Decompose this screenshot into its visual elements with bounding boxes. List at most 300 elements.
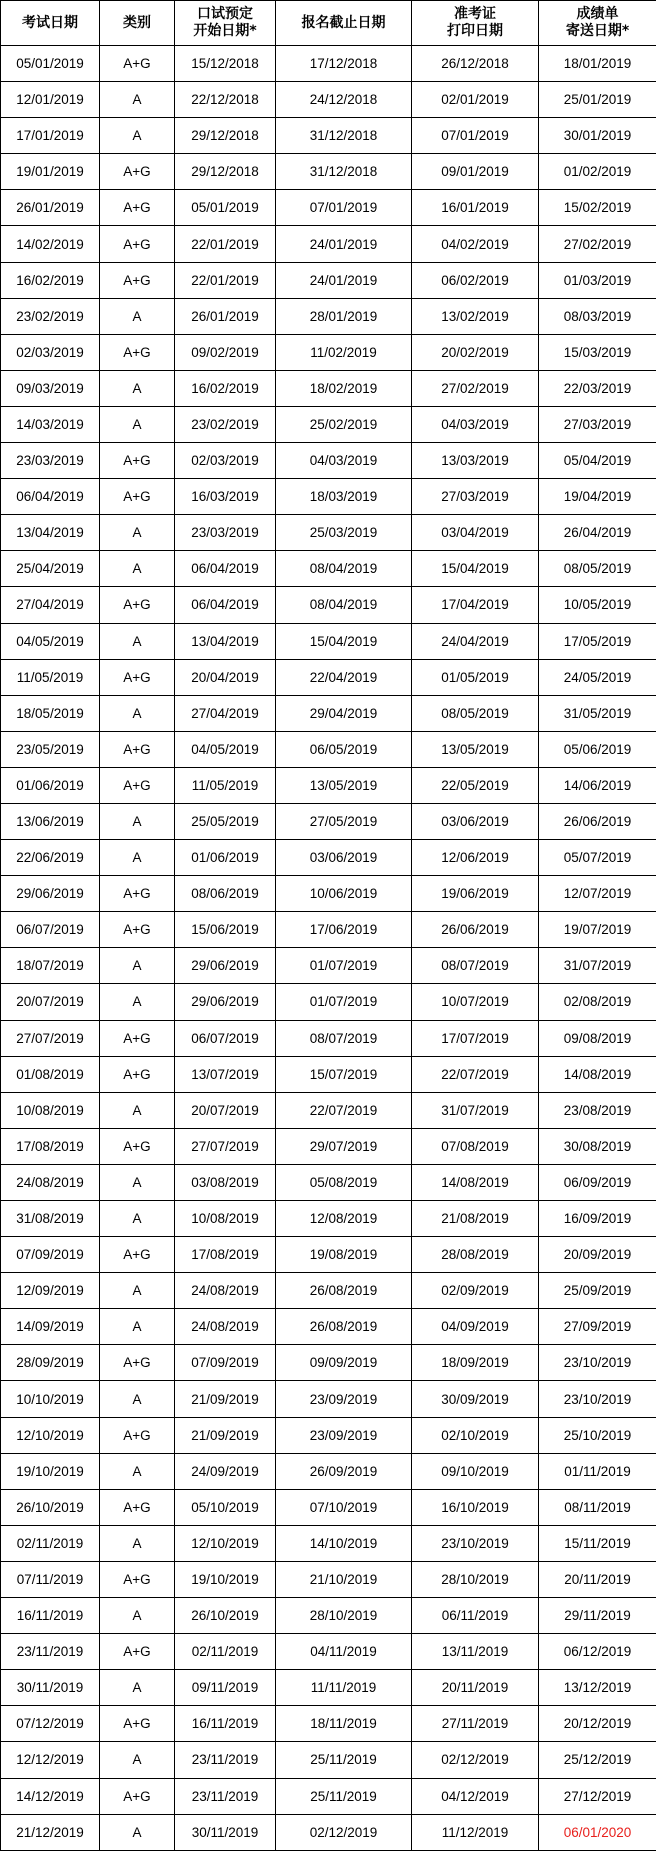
cell-exam-date: 17/08/2019 [1,1128,100,1164]
cell-admission-print: 07/01/2019 [412,118,539,154]
cell-oral-start: 29/12/2018 [175,154,276,190]
cell-result-mail: 09/08/2019 [539,1020,656,1056]
cell-type: A+G [100,190,175,226]
cell-result-mail: 25/10/2019 [539,1417,656,1453]
cell-type: A+G [100,767,175,803]
cell-exam-date: 14/09/2019 [1,1309,100,1345]
cell-exam-date: 01/08/2019 [1,1056,100,1092]
cell-reg-deadline: 07/01/2019 [276,190,412,226]
cell-type: A [100,298,175,334]
cell-type: A [100,1381,175,1417]
cell-admission-print: 20/02/2019 [412,334,539,370]
cell-oral-start: 22/01/2019 [175,262,276,298]
column-header-exam-date [1,1,100,46]
cell-exam-date: 16/11/2019 [1,1598,100,1634]
cell-type: A+G [100,334,175,370]
column-header-text: 报名截止日期 [276,15,411,32]
cell-type: A [100,1092,175,1128]
cell-exam-date: 20/07/2019 [1,984,100,1020]
cell-type: A+G [100,659,175,695]
cell-reg-deadline: 11/11/2019 [276,1670,412,1706]
cell-reg-deadline: 04/11/2019 [276,1634,412,1670]
cell-reg-deadline: 18/11/2019 [276,1706,412,1742]
cell-type: A [100,551,175,587]
cell-type: A [100,1453,175,1489]
cell-type: A [100,406,175,442]
cell-admission-print: 13/11/2019 [412,1634,539,1670]
cell-result-mail: 29/11/2019 [539,1598,656,1634]
cell-admission-print: 27/02/2019 [412,370,539,406]
cell-result-mail: 06/01/2020 [539,1814,656,1850]
cell-admission-print: 27/11/2019 [412,1706,539,1742]
cell-admission-print: 30/09/2019 [412,1381,539,1417]
cell-admission-print: 22/05/2019 [412,767,539,803]
cell-admission-print: 27/03/2019 [412,479,539,515]
cell-type: A+G [100,154,175,190]
cell-type: A [100,984,175,1020]
table-row [1,1814,656,1850]
cell-type: A [100,623,175,659]
cell-type: A [100,840,175,876]
cell-type: A+G [100,1778,175,1814]
cell-oral-start: 29/06/2019 [175,984,276,1020]
table-row [1,1056,656,1092]
cell-result-mail: 23/10/2019 [539,1345,656,1381]
cell-exam-date: 19/01/2019 [1,154,100,190]
cell-result-mail: 08/03/2019 [539,298,656,334]
table-row [1,551,656,587]
cell-oral-start: 12/10/2019 [175,1525,276,1561]
cell-oral-start: 24/08/2019 [175,1309,276,1345]
cell-result-mail: 18/01/2019 [539,46,656,82]
cell-exam-date: 12/12/2019 [1,1742,100,1778]
cell-admission-print: 04/12/2019 [412,1778,539,1814]
cell-admission-print: 02/12/2019 [412,1742,539,1778]
cell-admission-print: 24/04/2019 [412,623,539,659]
cell-admission-print: 28/08/2019 [412,1237,539,1273]
cell-exam-date: 07/09/2019 [1,1237,100,1273]
cell-oral-start: 16/03/2019 [175,479,276,515]
cell-type: A+G [100,1634,175,1670]
cell-exam-date: 12/10/2019 [1,1417,100,1453]
cell-exam-date: 26/01/2019 [1,190,100,226]
cell-type: A+G [100,443,175,479]
cell-type: A+G [100,587,175,623]
cell-exam-date: 16/02/2019 [1,262,100,298]
cell-admission-print: 02/01/2019 [412,82,539,118]
cell-result-mail: 16/09/2019 [539,1201,656,1237]
cell-reg-deadline: 31/12/2018 [276,154,412,190]
cell-reg-deadline: 25/11/2019 [276,1742,412,1778]
cell-oral-start: 13/04/2019 [175,623,276,659]
cell-admission-print: 15/04/2019 [412,551,539,587]
cell-result-mail: 01/11/2019 [539,1453,656,1489]
cell-reg-deadline: 22/07/2019 [276,1092,412,1128]
cell-reg-deadline: 24/01/2019 [276,262,412,298]
cell-reg-deadline: 05/08/2019 [276,1164,412,1200]
cell-type: A [100,370,175,406]
cell-type: A+G [100,1128,175,1164]
cell-result-mail: 19/04/2019 [539,479,656,515]
table-row [1,1525,656,1561]
cell-result-mail: 22/03/2019 [539,370,656,406]
table-row [1,587,656,623]
cell-reg-deadline: 15/07/2019 [276,1056,412,1092]
column-header-admission-print [412,1,539,46]
cell-result-mail: 08/11/2019 [539,1489,656,1525]
cell-oral-start: 26/10/2019 [175,1598,276,1634]
cell-oral-start: 27/07/2019 [175,1128,276,1164]
cell-reg-deadline: 26/08/2019 [276,1273,412,1309]
header-row [1,1,656,46]
cell-exam-date: 30/11/2019 [1,1670,100,1706]
cell-admission-print: 03/04/2019 [412,515,539,551]
cell-admission-print: 17/07/2019 [412,1020,539,1056]
cell-result-mail: 31/07/2019 [539,948,656,984]
cell-reg-deadline: 26/08/2019 [276,1309,412,1345]
cell-oral-start: 07/09/2019 [175,1345,276,1381]
cell-result-mail: 15/03/2019 [539,334,656,370]
cell-result-mail: 01/03/2019 [539,262,656,298]
cell-reg-deadline: 26/09/2019 [276,1453,412,1489]
cell-exam-date: 17/01/2019 [1,118,100,154]
cell-admission-print: 20/11/2019 [412,1670,539,1706]
cell-reg-deadline: 11/02/2019 [276,334,412,370]
table-row [1,479,656,515]
cell-oral-start: 23/03/2019 [175,515,276,551]
cell-type: A+G [100,226,175,262]
cell-reg-deadline: 01/07/2019 [276,984,412,1020]
cell-exam-date: 21/12/2019 [1,1814,100,1850]
cell-exam-date: 23/03/2019 [1,443,100,479]
cell-type: A [100,515,175,551]
cell-exam-date: 02/11/2019 [1,1525,100,1561]
cell-exam-date: 19/10/2019 [1,1453,100,1489]
cell-type: A+G [100,912,175,948]
cell-result-mail: 27/12/2019 [539,1778,656,1814]
table-row [1,1742,656,1778]
cell-type: A [100,1670,175,1706]
cell-admission-print: 13/03/2019 [412,443,539,479]
cell-oral-start: 16/11/2019 [175,1706,276,1742]
table-row [1,1417,656,1453]
cell-reg-deadline: 25/02/2019 [276,406,412,442]
table-row [1,948,656,984]
table-row [1,46,656,82]
cell-result-mail: 27/02/2019 [539,226,656,262]
cell-type: A [100,1814,175,1850]
cell-admission-print: 08/07/2019 [412,948,539,984]
cell-oral-start: 23/11/2019 [175,1742,276,1778]
cell-exam-date: 23/05/2019 [1,731,100,767]
cell-reg-deadline: 02/12/2019 [276,1814,412,1850]
table-row [1,262,656,298]
cell-oral-start: 16/02/2019 [175,370,276,406]
cell-exam-date: 01/06/2019 [1,767,100,803]
cell-oral-start: 02/11/2019 [175,1634,276,1670]
cell-type: A+G [100,1237,175,1273]
cell-oral-start: 06/04/2019 [175,551,276,587]
cell-oral-start: 06/07/2019 [175,1020,276,1056]
cell-type: A [100,1201,175,1237]
cell-exam-date: 29/06/2019 [1,876,100,912]
cell-oral-start: 24/08/2019 [175,1273,276,1309]
column-header-text: 口试预定 [175,6,275,23]
table-row [1,1092,656,1128]
cell-result-mail: 30/01/2019 [539,118,656,154]
cell-admission-print: 11/12/2019 [412,1814,539,1850]
cell-oral-start: 06/04/2019 [175,587,276,623]
cell-type: A [100,1309,175,1345]
cell-exam-date: 18/07/2019 [1,948,100,984]
cell-oral-start: 01/06/2019 [175,840,276,876]
cell-exam-date: 23/02/2019 [1,298,100,334]
table-row [1,190,656,226]
cell-exam-date: 06/04/2019 [1,479,100,515]
column-header-text: 类别 [100,15,174,32]
cell-oral-start: 24/09/2019 [175,1453,276,1489]
cell-result-mail: 13/12/2019 [539,1670,656,1706]
cell-reg-deadline: 29/07/2019 [276,1128,412,1164]
cell-reg-deadline: 01/07/2019 [276,948,412,984]
cell-type: A [100,1742,175,1778]
cell-type: A+G [100,1056,175,1092]
cell-oral-start: 05/10/2019 [175,1489,276,1525]
cell-type: A+G [100,731,175,767]
cell-oral-start: 23/11/2019 [175,1778,276,1814]
cell-result-mail: 15/02/2019 [539,190,656,226]
cell-result-mail: 27/03/2019 [539,406,656,442]
cell-admission-print: 10/07/2019 [412,984,539,1020]
cell-result-mail: 05/04/2019 [539,443,656,479]
table-row [1,82,656,118]
cell-oral-start: 15/06/2019 [175,912,276,948]
cell-type: A [100,1273,175,1309]
cell-admission-print: 04/02/2019 [412,226,539,262]
cell-type: A+G [100,1561,175,1597]
cell-reg-deadline: 18/03/2019 [276,479,412,515]
cell-exam-date: 02/03/2019 [1,334,100,370]
cell-admission-print: 13/02/2019 [412,298,539,334]
table-row [1,298,656,334]
cell-reg-deadline: 08/07/2019 [276,1020,412,1056]
cell-exam-date: 04/05/2019 [1,623,100,659]
cell-oral-start: 30/11/2019 [175,1814,276,1850]
cell-reg-deadline: 18/02/2019 [276,370,412,406]
table-row [1,1381,656,1417]
cell-exam-date: 25/04/2019 [1,551,100,587]
cell-reg-deadline: 09/09/2019 [276,1345,412,1381]
cell-result-mail: 31/05/2019 [539,695,656,731]
table-row [1,1345,656,1381]
cell-oral-start: 20/07/2019 [175,1092,276,1128]
cell-admission-print: 06/02/2019 [412,262,539,298]
table-row [1,118,656,154]
table-row [1,370,656,406]
table-row [1,1273,656,1309]
column-header-text: 打印日期 [412,23,538,40]
cell-oral-start: 20/04/2019 [175,659,276,695]
cell-reg-deadline: 10/06/2019 [276,876,412,912]
cell-type: A+G [100,479,175,515]
table-row [1,731,656,767]
cell-result-mail: 25/01/2019 [539,82,656,118]
cell-type: A+G [100,262,175,298]
cell-oral-start: 19/10/2019 [175,1561,276,1597]
cell-type: A+G [100,876,175,912]
cell-admission-print: 16/01/2019 [412,190,539,226]
cell-oral-start: 29/06/2019 [175,948,276,984]
cell-type: A+G [100,1417,175,1453]
table-row [1,1201,656,1237]
column-header-reg-deadline [276,1,412,46]
cell-exam-date: 11/05/2019 [1,659,100,695]
cell-result-mail: 17/05/2019 [539,623,656,659]
cell-admission-print: 06/11/2019 [412,1598,539,1634]
cell-reg-deadline: 17/12/2018 [276,46,412,82]
cell-result-mail: 30/08/2019 [539,1128,656,1164]
cell-exam-date: 14/03/2019 [1,406,100,442]
cell-admission-print: 09/01/2019 [412,154,539,190]
table-row [1,334,656,370]
cell-type: A [100,695,175,731]
cell-admission-print: 16/10/2019 [412,1489,539,1525]
table-row [1,226,656,262]
cell-reg-deadline: 22/04/2019 [276,659,412,695]
table-row [1,1237,656,1273]
cell-reg-deadline: 08/04/2019 [276,551,412,587]
cell-exam-date: 09/03/2019 [1,370,100,406]
cell-reg-deadline: 24/01/2019 [276,226,412,262]
table-row [1,840,656,876]
cell-exam-date: 18/05/2019 [1,695,100,731]
cell-admission-print: 19/06/2019 [412,876,539,912]
cell-admission-print: 02/10/2019 [412,1417,539,1453]
cell-oral-start: 15/12/2018 [175,46,276,82]
cell-admission-print: 18/09/2019 [412,1345,539,1381]
cell-oral-start: 22/01/2019 [175,226,276,262]
cell-oral-start: 26/01/2019 [175,298,276,334]
cell-exam-date: 14/02/2019 [1,226,100,262]
column-header-text: 寄送日期* [539,23,656,40]
cell-admission-print: 13/05/2019 [412,731,539,767]
table-body [1,46,656,1851]
cell-reg-deadline: 06/05/2019 [276,731,412,767]
cell-reg-deadline: 12/08/2019 [276,1201,412,1237]
cell-admission-print: 17/04/2019 [412,587,539,623]
cell-admission-print: 01/05/2019 [412,659,539,695]
cell-exam-date: 05/01/2019 [1,46,100,82]
cell-exam-date: 06/07/2019 [1,912,100,948]
table-row [1,767,656,803]
cell-result-mail: 14/08/2019 [539,1056,656,1092]
cell-reg-deadline: 21/10/2019 [276,1561,412,1597]
table-row [1,443,656,479]
cell-result-mail: 20/12/2019 [539,1706,656,1742]
cell-exam-date: 07/11/2019 [1,1561,100,1597]
cell-reg-deadline: 24/12/2018 [276,82,412,118]
cell-type: A+G [100,1706,175,1742]
table-row [1,695,656,731]
cell-result-mail: 23/10/2019 [539,1381,656,1417]
cell-reg-deadline: 13/05/2019 [276,767,412,803]
cell-result-mail: 24/05/2019 [539,659,656,695]
cell-result-mail: 14/06/2019 [539,767,656,803]
cell-type: A [100,1525,175,1561]
cell-oral-start: 09/02/2019 [175,334,276,370]
cell-oral-start: 11/05/2019 [175,767,276,803]
cell-reg-deadline: 31/12/2018 [276,118,412,154]
table-row [1,912,656,948]
table-row [1,1670,656,1706]
cell-admission-print: 28/10/2019 [412,1561,539,1597]
cell-exam-date: 23/11/2019 [1,1634,100,1670]
cell-exam-date: 10/08/2019 [1,1092,100,1128]
table-row [1,406,656,442]
cell-oral-start: 05/01/2019 [175,190,276,226]
cell-oral-start: 04/05/2019 [175,731,276,767]
table-row [1,1020,656,1056]
cell-type: A [100,1598,175,1634]
cell-result-mail: 02/08/2019 [539,984,656,1020]
cell-oral-start: 21/09/2019 [175,1381,276,1417]
cell-exam-date: 28/09/2019 [1,1345,100,1381]
cell-admission-print: 02/09/2019 [412,1273,539,1309]
cell-reg-deadline: 07/10/2019 [276,1489,412,1525]
cell-oral-start: 10/08/2019 [175,1201,276,1237]
cell-result-mail: 05/06/2019 [539,731,656,767]
cell-exam-date: 24/08/2019 [1,1164,100,1200]
cell-admission-print: 22/07/2019 [412,1056,539,1092]
cell-type: A+G [100,46,175,82]
cell-oral-start: 08/06/2019 [175,876,276,912]
cell-reg-deadline: 04/03/2019 [276,443,412,479]
cell-admission-print: 09/10/2019 [412,1453,539,1489]
cell-oral-start: 02/03/2019 [175,443,276,479]
cell-exam-date: 13/04/2019 [1,515,100,551]
cell-result-mail: 15/11/2019 [539,1525,656,1561]
cell-result-mail: 01/02/2019 [539,154,656,190]
table-row [1,1598,656,1634]
column-header-type [100,1,175,46]
cell-admission-print: 04/09/2019 [412,1309,539,1345]
cell-result-mail: 06/12/2019 [539,1634,656,1670]
cell-result-mail: 08/05/2019 [539,551,656,587]
cell-result-mail: 26/06/2019 [539,803,656,839]
cell-oral-start: 13/07/2019 [175,1056,276,1092]
cell-result-mail: 27/09/2019 [539,1309,656,1345]
cell-exam-date: 27/04/2019 [1,587,100,623]
cell-oral-start: 21/09/2019 [175,1417,276,1453]
cell-oral-start: 22/12/2018 [175,82,276,118]
table-row [1,1561,656,1597]
table-row [1,154,656,190]
table-row [1,1634,656,1670]
cell-reg-deadline: 08/04/2019 [276,587,412,623]
cell-result-mail: 26/04/2019 [539,515,656,551]
table-row [1,659,656,695]
cell-reg-deadline: 23/09/2019 [276,1381,412,1417]
cell-exam-date: 12/01/2019 [1,82,100,118]
cell-type: A [100,118,175,154]
cell-type: A+G [100,1345,175,1381]
cell-result-mail: 20/11/2019 [539,1561,656,1597]
cell-oral-start: 25/05/2019 [175,803,276,839]
cell-reg-deadline: 29/04/2019 [276,695,412,731]
cell-result-mail: 20/09/2019 [539,1237,656,1273]
cell-exam-date: 12/09/2019 [1,1273,100,1309]
cell-admission-print: 03/06/2019 [412,803,539,839]
